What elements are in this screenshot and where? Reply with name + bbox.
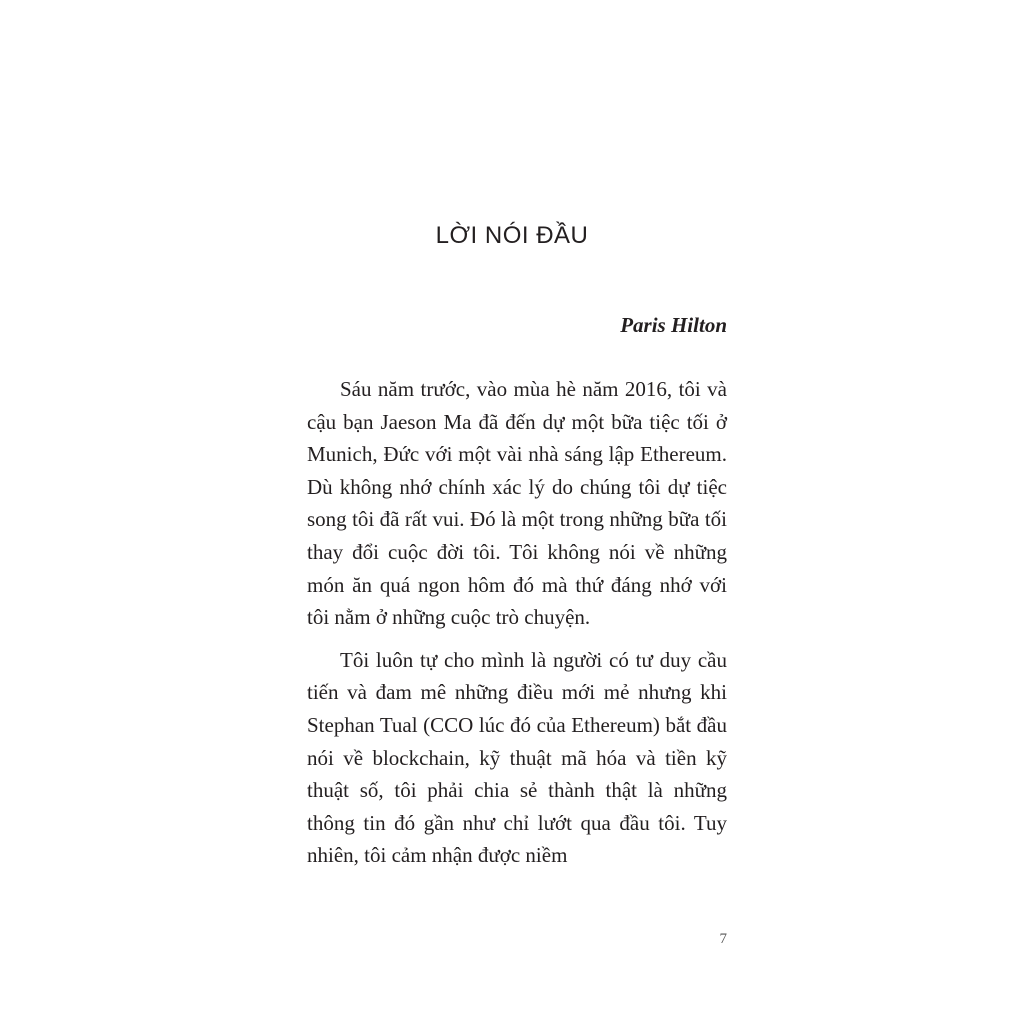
chapter-title: LỜI NÓI ĐẦU xyxy=(435,222,589,249)
author-name: Paris Hilton xyxy=(620,313,727,337)
page-number: 7 xyxy=(719,931,727,947)
paragraph-2: Tôi luôn tự cho mình là người có tư duy cầu tiến và đam mê những điều mới mẻ nhưng khi Stephan Tual (CCO lúc đó của Ethereum) bắt đầu nói về blockchain, kỹ thuật mã hóa và tiền kỹ thuật số, tôi phải chia sẻ thành thật là những thông tin đó gần như chỉ lướt qua đầu tôi. Tuy nhiên, tôi cảm nhận được niềm xyxy=(307,647,727,868)
body-text xyxy=(307,373,727,882)
paragraph-1: Sáu năm trước, vào mùa hè năm 2016, tôi và cậu bạn Jaeson Ma đã đến dự một bữa tiệc tối ở Munich, Đức với một vài nhà sáng lập Ethereum. Dù không nhớ chính xác lý do chúng tôi dự tiệc song tôi đã rất vui. Đó là một trong những bữa tối thay đổi cuộc đời tôi. Tôi không nói về những món ăn quá ngon hôm đó mà thứ đáng nhớ với tôi nằm ở những cuộc trò chuyện. xyxy=(307,377,727,630)
